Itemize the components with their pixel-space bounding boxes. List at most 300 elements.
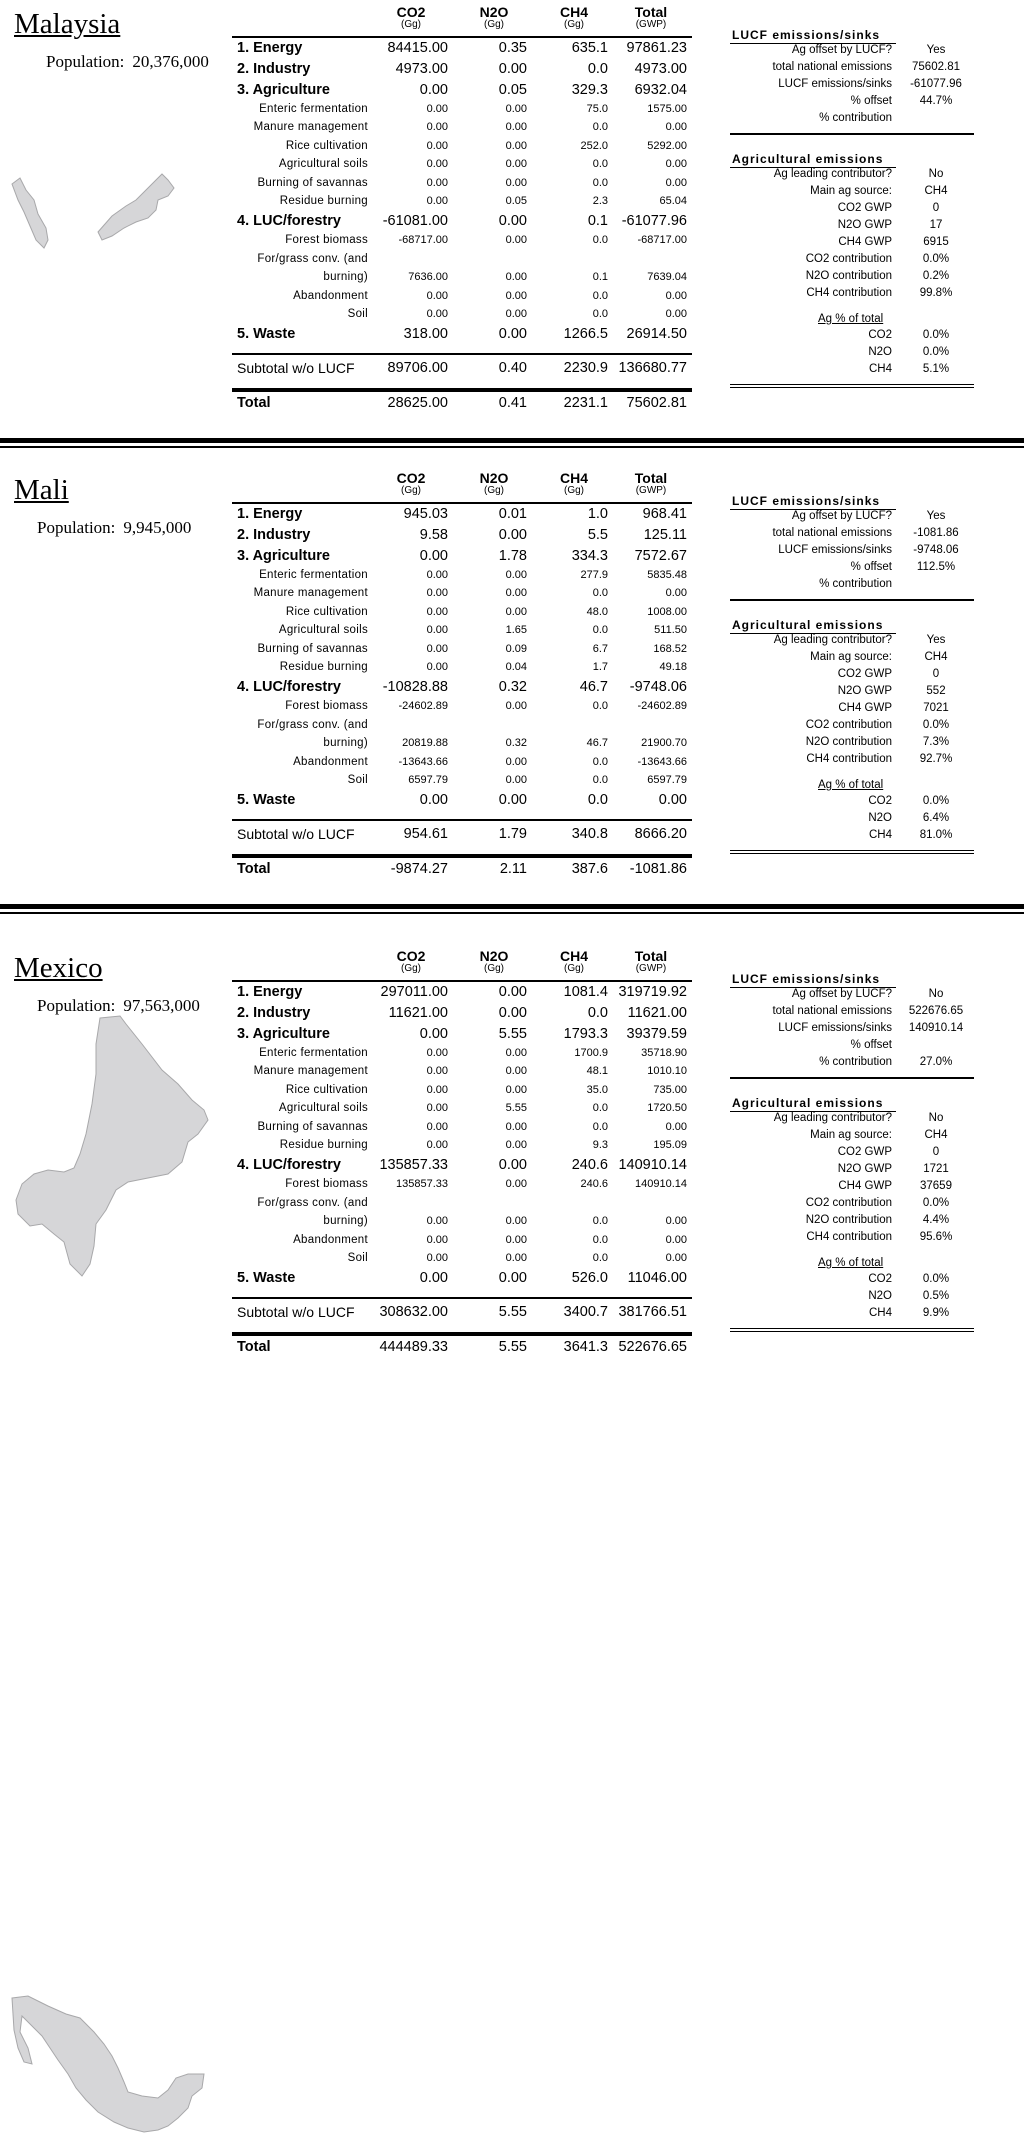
cell-co2: -24602.89: [398, 700, 448, 713]
ag-key: Ag leading contributor?: [773, 168, 892, 180]
table-row: [232, 103, 692, 121]
column-header-total-unit: (GWP): [635, 963, 667, 974]
lucf-value: 44.7%: [919, 95, 953, 107]
ag-key: Ag leading contributor?: [773, 1112, 892, 1124]
cell-co2: 954.61: [403, 826, 448, 842]
ag-key: CH4 contribution: [806, 1231, 892, 1243]
ag-key: N2O GWP: [837, 219, 892, 231]
cell-ch4: 334.3: [571, 548, 608, 564]
ag-pct-value: 9.9%: [922, 1307, 950, 1319]
cell-n2o: 0.32: [498, 679, 527, 696]
cell-co2: -68717.00: [398, 234, 448, 247]
ag-pct-value: 0.0%: [922, 346, 950, 358]
cell-n2o: 0.00: [505, 271, 527, 284]
cell-total: 168.52: [653, 642, 687, 655]
column-header-total-unit: (GWP): [635, 19, 667, 30]
column-header-co2-unit: (Gg): [401, 19, 421, 30]
table-row: [232, 1121, 692, 1139]
cell-n2o: 0.00: [498, 61, 527, 77]
total-row: [232, 1339, 692, 1357]
cell-ch4: 0.0: [592, 289, 608, 302]
cell-total: 125.11: [643, 527, 687, 543]
table-row: [232, 1234, 692, 1252]
row-label: 4. LUC/forestry: [237, 1157, 341, 1174]
table-rule: [232, 36, 692, 38]
lucf-value: Yes: [926, 44, 946, 56]
population-value: 9,945,000: [123, 518, 192, 537]
ag-value: 7.3%: [922, 736, 950, 748]
cell-co2: 0.00: [419, 1026, 448, 1042]
cell-ch4: 0.0: [587, 61, 608, 77]
row-label: Agricultural soils: [278, 624, 368, 637]
ag-row: [730, 185, 974, 201]
cell-total: 75602.81: [626, 395, 687, 411]
section-separator: [0, 446, 1024, 448]
cell-ch4: 48.0: [586, 605, 608, 618]
table-rule-thick: [232, 854, 692, 858]
lucf-row: [730, 95, 974, 111]
cell-n2o: 0.00: [505, 1083, 527, 1096]
ag-key: CH4 contribution: [806, 753, 892, 765]
table-row: [232, 774, 692, 792]
ag-row: [730, 1214, 974, 1230]
table-row: [232, 1270, 692, 1288]
row-label: 1. Energy: [237, 40, 303, 56]
column-header-n2o-unit: (Gg): [484, 963, 504, 974]
ag-key: CO2 GWP: [837, 668, 892, 680]
cell-ch4: 2230.9: [563, 360, 608, 376]
cell-total: 522676.65: [618, 1339, 687, 1355]
ag-pct-row: [730, 1273, 974, 1289]
ag-pct-row: [730, 1307, 974, 1323]
ag-value: 7021: [923, 702, 949, 714]
row-label: Total: [237, 1339, 271, 1355]
table-row: [232, 1084, 692, 1102]
cell-co2: 0.00: [426, 1252, 448, 1264]
cell-n2o: 0.32: [505, 737, 527, 750]
table-rule: [232, 353, 692, 355]
ag-value: No: [928, 168, 944, 180]
ag-row: [730, 1163, 974, 1179]
row-label: Enteric fermentation: [259, 1047, 368, 1059]
cell-n2o: 0.40: [498, 360, 527, 376]
lucf-key: Ag offset by LUCF?: [791, 988, 892, 1000]
cell-total: 0.00: [665, 1233, 687, 1246]
column-header-co2: [382, 471, 440, 496]
column-header-co2-label: CO2: [396, 948, 426, 964]
table-row: [232, 1065, 692, 1083]
lucf-value: -61077.96: [910, 78, 962, 90]
row-label: 4. LUC/forestry: [237, 213, 341, 230]
cell-ch4: 240.6: [571, 1157, 608, 1174]
cell-co2: 4973.00: [395, 61, 448, 77]
cell-total: -24602.89: [637, 700, 687, 713]
cell-co2: 9.58: [419, 527, 448, 543]
side-rule-double: [730, 850, 974, 851]
table-row: [232, 624, 692, 642]
row-label: 2. Industry: [237, 61, 311, 77]
ag-row: [730, 1112, 974, 1128]
cell-n2o: 0.00: [505, 103, 527, 115]
ag-row: [730, 1197, 974, 1213]
cell-n2o: 5.55: [505, 1102, 527, 1115]
cell-co2: 135857.33: [396, 1178, 448, 1191]
cell-co2: 0.00: [419, 792, 448, 809]
ag-pct-title: Ag % of total: [818, 1257, 884, 1269]
cell-co2: 0.00: [426, 176, 448, 189]
column-header-ch4-unit: (Gg): [564, 963, 584, 974]
lucf-row: [730, 527, 974, 543]
cell-n2o: 0.05: [505, 195, 527, 207]
cell-total: -68717.00: [637, 234, 687, 247]
lucf-value: 522676.65: [908, 1005, 964, 1017]
lucf-key: % offset: [850, 95, 892, 107]
cell-total: 0.00: [665, 289, 687, 302]
row-label: burning): [323, 737, 368, 750]
table-row: [232, 548, 692, 566]
side-rule: [730, 599, 974, 601]
cell-co2: 0.00: [426, 1083, 448, 1096]
ag-row: [730, 1146, 974, 1162]
ag-pct-row: [730, 1290, 974, 1306]
row-label: Burning of savannas: [257, 176, 368, 189]
lucf-row: [730, 1022, 974, 1038]
cell-ch4: 0.0: [587, 1005, 608, 1021]
lucf-key: Ag offset by LUCF?: [791, 510, 892, 522]
ag-title: Agricultural emissions: [732, 152, 884, 166]
cell-ch4: 277.9: [580, 569, 608, 581]
cell-n2o: 0.00: [505, 176, 527, 189]
cell-total: 11046.00: [627, 1270, 687, 1287]
table-row: [232, 984, 692, 1002]
row-label: Agricultural soils: [278, 1102, 368, 1115]
table-row: [232, 1157, 692, 1175]
table-row: [232, 737, 692, 755]
cell-n2o: 0.00: [498, 1157, 527, 1174]
ag-row: [730, 702, 974, 718]
cell-n2o: 0.01: [498, 506, 527, 522]
cell-total: 1720.50: [647, 1102, 687, 1115]
population-value: 97,563,000: [123, 996, 200, 1015]
ag-pct-key: N2O: [868, 812, 892, 824]
cell-co2: 6597.79: [408, 774, 448, 786]
row-label: Soil: [347, 308, 368, 320]
side-panel: [730, 28, 974, 398]
cell-co2: 0.00: [426, 661, 448, 673]
cell-co2: 0.00: [419, 1270, 448, 1287]
subtotal-row: [232, 826, 692, 844]
table-row: [232, 1178, 692, 1196]
column-header-ch4-label: CH4: [559, 4, 588, 20]
column-header-co2: [382, 5, 440, 30]
cell-n2o: 0.05: [498, 82, 527, 98]
cell-co2: 0.00: [426, 121, 448, 134]
cell-co2: 0.00: [426, 1233, 448, 1246]
table-row: [232, 271, 692, 289]
ag-pct-key: N2O: [868, 346, 892, 358]
ag-key: Main ag source:: [810, 1129, 892, 1141]
ag-key: CH4 GWP: [838, 1180, 892, 1192]
cell-total: 140910.14: [635, 1178, 687, 1191]
cell-total: 1575.00: [647, 103, 687, 115]
table-row: [232, 1102, 692, 1120]
cell-total: 0.00: [665, 158, 687, 171]
cell-co2: 0.00: [426, 289, 448, 302]
cell-co2: 135857.33: [379, 1157, 448, 1174]
row-label: Manure management: [253, 121, 368, 134]
table-rule: [232, 819, 692, 821]
cell-total: 735.00: [653, 1083, 687, 1096]
cell-co2: 28625.00: [387, 395, 448, 411]
cell-n2o: 0.35: [498, 40, 527, 56]
cell-ch4: 240.6: [580, 1178, 608, 1191]
lucf-row: [730, 112, 974, 128]
column-header-total-unit: (GWP): [635, 485, 667, 496]
ag-pct-row: [730, 812, 974, 828]
cell-total: 65.04: [659, 195, 687, 207]
cell-total: 5292.00: [647, 139, 687, 152]
row-label: Abandonment: [293, 755, 368, 768]
row-label: Burning of savannas: [257, 1120, 368, 1133]
cell-total: 0.00: [665, 308, 687, 320]
side-rule: [730, 133, 974, 135]
cell-n2o: 0.00: [505, 1252, 527, 1264]
section-separator: [0, 912, 1024, 914]
lucf-value: -1081.86: [913, 527, 959, 539]
table-row: [232, 1215, 692, 1233]
cell-ch4: 0.0: [592, 700, 608, 713]
cell-ch4: 0.0: [587, 792, 608, 809]
cell-ch4: 252.0: [580, 139, 608, 152]
table-row: [232, 661, 692, 679]
ag-row: [730, 651, 974, 667]
population-label: Population:: [46, 52, 125, 71]
cell-ch4: 46.7: [586, 737, 608, 750]
ag-pct-value: 0.0%: [922, 1273, 950, 1285]
column-header-total: [622, 5, 680, 30]
lucf-row: [730, 544, 974, 560]
population-value: 20,376,000: [132, 52, 209, 71]
table-row: [232, 326, 692, 344]
row-label: 5. Waste: [237, 792, 296, 809]
row-label: Forest biomass: [285, 1178, 368, 1191]
row-label: burning): [323, 1215, 368, 1228]
row-label: Rice cultivation: [285, 1083, 368, 1096]
column-header-n2o-label: N2O: [479, 948, 509, 964]
lucf-value: Yes: [926, 510, 946, 522]
side-rule-double: [730, 1331, 974, 1332]
cell-total: -61077.96: [621, 213, 687, 230]
cell-ch4: 35.0: [586, 1083, 608, 1096]
ag-key: CO2 GWP: [837, 202, 892, 214]
cell-total: 7572.67: [634, 548, 687, 564]
side-panel: [730, 494, 974, 864]
row-label: Subtotal w/o LUCF: [237, 826, 355, 842]
cell-total: 21900.70: [641, 737, 687, 750]
column-header-ch4-label: CH4: [559, 470, 588, 486]
cell-co2: -61081.00: [382, 213, 448, 230]
cell-total: 140910.14: [618, 1157, 687, 1174]
cell-total: 968.41: [642, 506, 687, 522]
cell-total: 1008.00: [647, 605, 687, 618]
cell-n2o: 0.00: [505, 1215, 527, 1228]
cell-ch4: 2231.1: [563, 395, 608, 411]
table-rule-thick: [232, 1332, 692, 1336]
cell-ch4: 3400.7: [563, 1304, 608, 1320]
ag-pct-key: CO2: [868, 1273, 892, 1285]
column-header-ch4-label: CH4: [559, 948, 588, 964]
cell-co2: 297011.00: [380, 984, 448, 1000]
cell-total: 5835.48: [647, 569, 687, 581]
cell-ch4: 1081.4: [563, 984, 608, 1000]
lucf-key: LUCF emissions/sinks: [778, 78, 892, 90]
cell-ch4: 75.0: [586, 103, 608, 115]
column-header-total-label: Total: [634, 948, 668, 964]
cell-co2: 0.00: [426, 139, 448, 152]
ag-pct-key: CH4: [868, 363, 892, 375]
ag-row: [730, 1180, 974, 1196]
row-label: 1. Energy: [237, 506, 303, 522]
ag-pct-title: Ag % of total: [818, 779, 884, 791]
column-header-co2-label: CO2: [396, 470, 426, 486]
cell-total: 0.00: [665, 1120, 687, 1133]
row-label: Manure management: [253, 1065, 368, 1078]
ag-value: CH4: [924, 1129, 948, 1141]
ag-value: CH4: [924, 651, 948, 663]
row-label: Manure management: [253, 587, 368, 600]
table-rule: [232, 980, 692, 982]
subtotal-row: [232, 360, 692, 378]
cell-ch4: 0.0: [592, 1233, 608, 1246]
cell-total: 11621.00: [627, 1005, 687, 1021]
ag-value: 1721: [923, 1163, 949, 1175]
ag-pct-row: [730, 829, 974, 845]
cell-co2: 0.00: [426, 1215, 448, 1228]
lucf-key: % offset: [850, 561, 892, 573]
table-row: [232, 569, 692, 587]
row-label: Soil: [347, 1252, 368, 1264]
cell-total: 195.09: [653, 1139, 687, 1151]
table-row: [232, 792, 692, 810]
ag-value: 4.4%: [922, 1214, 950, 1226]
lucf-key: Ag offset by LUCF?: [791, 44, 892, 56]
cell-co2: 0.00: [426, 1065, 448, 1078]
row-label: Residue burning: [279, 195, 368, 207]
ag-pct-value: 0.5%: [922, 1290, 950, 1302]
cell-ch4: 0.0: [592, 587, 608, 600]
row-label: 5. Waste: [237, 326, 296, 343]
ag-pct-key: CH4: [868, 829, 892, 841]
ag-row: [730, 253, 974, 269]
cell-ch4: 0.0: [592, 1120, 608, 1133]
cell-ch4: 48.1: [586, 1065, 608, 1078]
column-header-n2o: [465, 949, 523, 974]
row-label: Rice cultivation: [285, 139, 368, 152]
cell-n2o: 5.55: [498, 1339, 527, 1355]
cell-co2: 0.00: [419, 82, 448, 98]
cell-total: 4973.00: [634, 61, 687, 77]
table-row: [232, 1047, 692, 1065]
ag-pct-key: CH4: [868, 1307, 892, 1319]
cell-ch4: 0.0: [592, 176, 608, 189]
column-header-n2o-label: N2O: [479, 4, 509, 20]
lucf-row: [730, 1056, 974, 1072]
ag-value: 0.0%: [922, 253, 950, 265]
section-separator: [0, 904, 1024, 909]
column-header-co2-unit: (Gg): [401, 485, 421, 496]
cell-co2: 0.00: [426, 1139, 448, 1151]
cell-total: 7639.04: [647, 271, 687, 284]
ag-row: [730, 719, 974, 735]
row-label: Enteric fermentation: [259, 569, 368, 581]
ag-key: CO2 contribution: [805, 253, 892, 265]
table-row: [232, 1026, 692, 1044]
table-row: [232, 719, 692, 737]
lucf-value: No: [928, 988, 944, 1000]
cell-total: -9748.06: [629, 679, 687, 696]
column-header-co2: [382, 949, 440, 974]
cell-total: 26914.50: [626, 326, 687, 343]
cell-co2: 0.00: [426, 158, 448, 171]
country-outline: [12, 1996, 204, 2132]
column-header-ch4: [545, 471, 603, 496]
table-rule: [232, 1297, 692, 1299]
row-label: For/grass conv. (and: [257, 252, 368, 265]
ag-pct-row: [730, 329, 974, 345]
cell-n2o: 0.00: [505, 158, 527, 171]
ag-pct-key: CO2: [868, 329, 892, 341]
population: [37, 996, 200, 1016]
ag-value: 99.8%: [919, 287, 953, 299]
row-label: Soil: [347, 774, 368, 786]
table-row: [232, 234, 692, 252]
cell-co2: 0.00: [426, 308, 448, 320]
cell-co2: 0.00: [426, 624, 448, 637]
ag-row: [730, 202, 974, 218]
column-header-ch4-unit: (Gg): [564, 19, 584, 30]
cell-co2: 0.00: [426, 605, 448, 618]
lucf-row: [730, 1005, 974, 1021]
section-separator: [0, 438, 1024, 443]
cell-ch4: 387.6: [571, 861, 608, 877]
cell-n2o: 0.00: [505, 308, 527, 320]
cell-n2o: 0.00: [505, 139, 527, 152]
cell-co2: 0.00: [426, 195, 448, 207]
lucf-value: 140910.14: [908, 1022, 964, 1034]
ag-pct-title: Ag % of total: [818, 313, 884, 325]
ag-row: [730, 736, 974, 752]
cell-total: 39379.59: [626, 1026, 687, 1042]
country-section: [0, 0, 1024, 430]
cell-ch4: 0.0: [592, 158, 608, 171]
country-map: [8, 1992, 218, 2147]
cell-ch4: 1.7: [592, 661, 608, 673]
row-label: Rice cultivation: [285, 605, 368, 618]
cell-n2o: 1.79: [498, 826, 527, 842]
column-header-n2o-unit: (Gg): [484, 19, 504, 30]
cell-ch4: 1700.9: [574, 1047, 608, 1059]
population: [37, 518, 191, 538]
ag-value: No: [928, 1112, 944, 1124]
ag-key: Ag leading contributor?: [773, 634, 892, 646]
ag-row: [730, 270, 974, 286]
population: [46, 52, 209, 72]
cell-co2: 89706.00: [387, 360, 448, 376]
row-label: Subtotal w/o LUCF: [237, 1304, 355, 1320]
table-row: [232, 82, 692, 100]
row-label: Burning of savannas: [257, 642, 368, 655]
cell-n2o: 0.00: [498, 527, 527, 543]
